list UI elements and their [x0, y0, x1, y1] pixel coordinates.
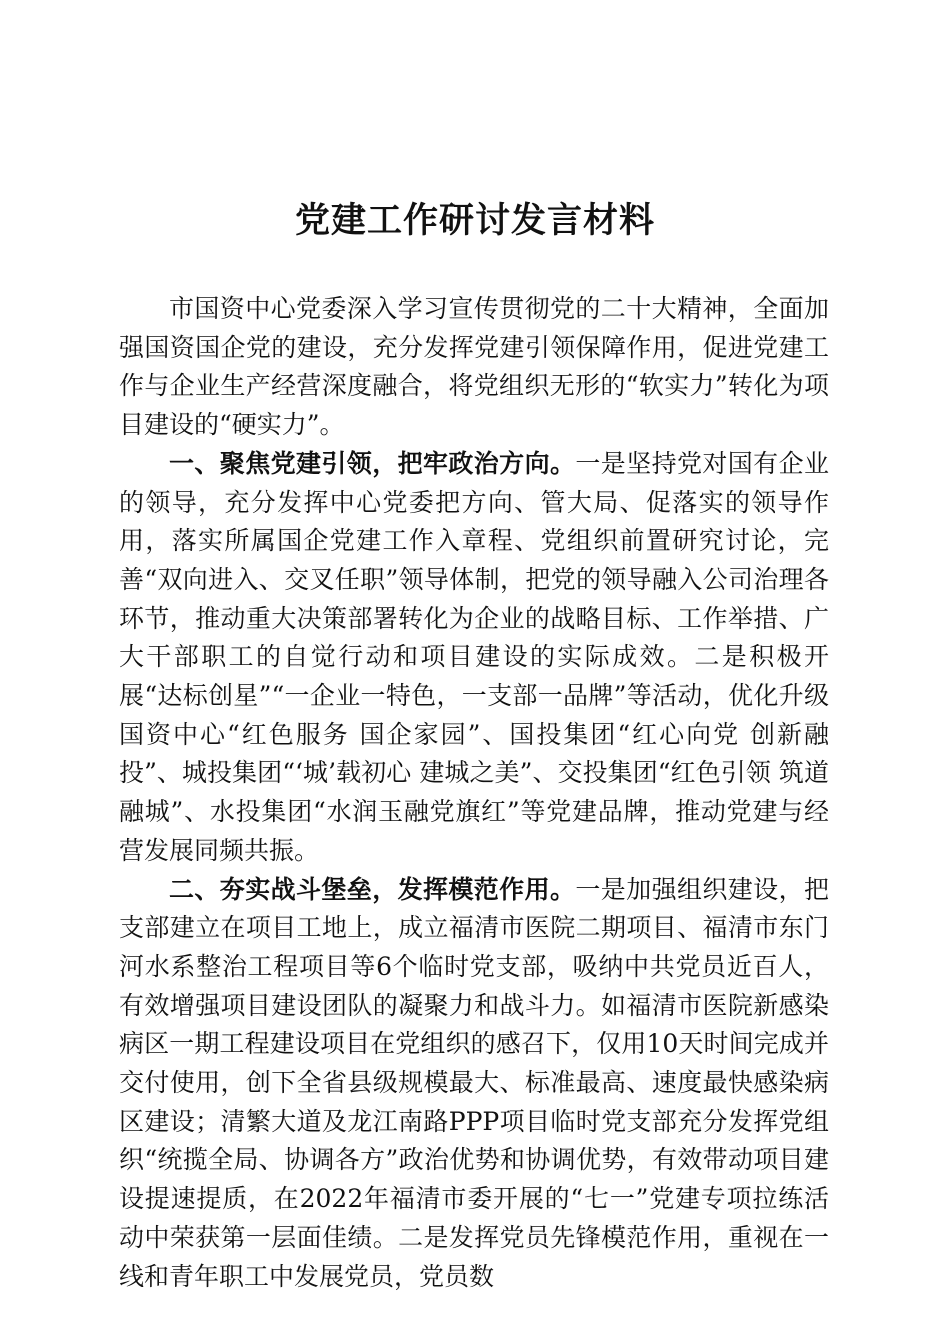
section-paragraph-2 [119, 871, 829, 1297]
document-title: 党建工作研讨发言材料 [294, 200, 655, 241]
section-heading-1: 一、聚焦党建引领，把牢政治方向。 [169, 448, 576, 478]
intro-paragraph: 市国资中心党委深入学习宣传贯彻党的二十大精神，全面加强国资国企党的建设，充分发挥党建引领保障作用，促进党建工作与企业生产经营深度融合，将党组织无形的“软实力”转化为项目建设的“硬实力”。 [119, 294, 829, 440]
section-text-2: 一是加强组织建设，把支部建立在项目工地上，成立福清市医院二期项目、福清市东门河水系整治工程项目等6个临时党支部，吸纳中共党员近百人，有效增强项目建设团队的凝聚力和战斗力。如福清市医院新感染病区一期工程建设项目在党组织的感召下，仅用10天时间完成并交付使用，创下全省县级规模最大、标准最高、速度最快感染病区建设；清繁大道及龙江南路PPP项目临时党支部充分发挥党组织“统揽全局、协调各方”政治优势和协调优势，有效带动项目建设提速提质，在2022年福清市委开展的“七一”党建专项拉练活动中荣获第一层面佳绩。二是发挥党员先锋模范作用，重视在一线和青年职工中发展党员，党员数 [119, 874, 829, 1291]
section-heading-2: 二、夯实战斗堡垒，发挥模范作用。 [169, 874, 576, 904]
section-paragraph-1 [119, 445, 829, 871]
section-text-1: 一是坚持党对国有企业的领导，充分发挥中心党委把方向、管大局、促落实的领导作用，落实所属国企党建工作入章程、党组织前置研究讨论，完善“双向进入、交叉任职”领导体制，把党的领导融入公司治理各环节，推动重大决策部署转化为企业的战略目标、工作举措、广大干部职工的自觉行动和项目建设的实际成效。二是积极开展“达标创星”“一企业一特色，一支部一品牌”等活动，优化升级国资中心“红色服务 国企家园”、国投集团“红心向党 创新融投”、城投集团“‘城’载初心 建城之美”、交投集团“红色引领 筑道融城”、水投集团“水润玉融党旗红”等党建品牌，推动党建与经营发展同频共振。 [119, 448, 829, 865]
document-body [119, 290, 829, 1296]
